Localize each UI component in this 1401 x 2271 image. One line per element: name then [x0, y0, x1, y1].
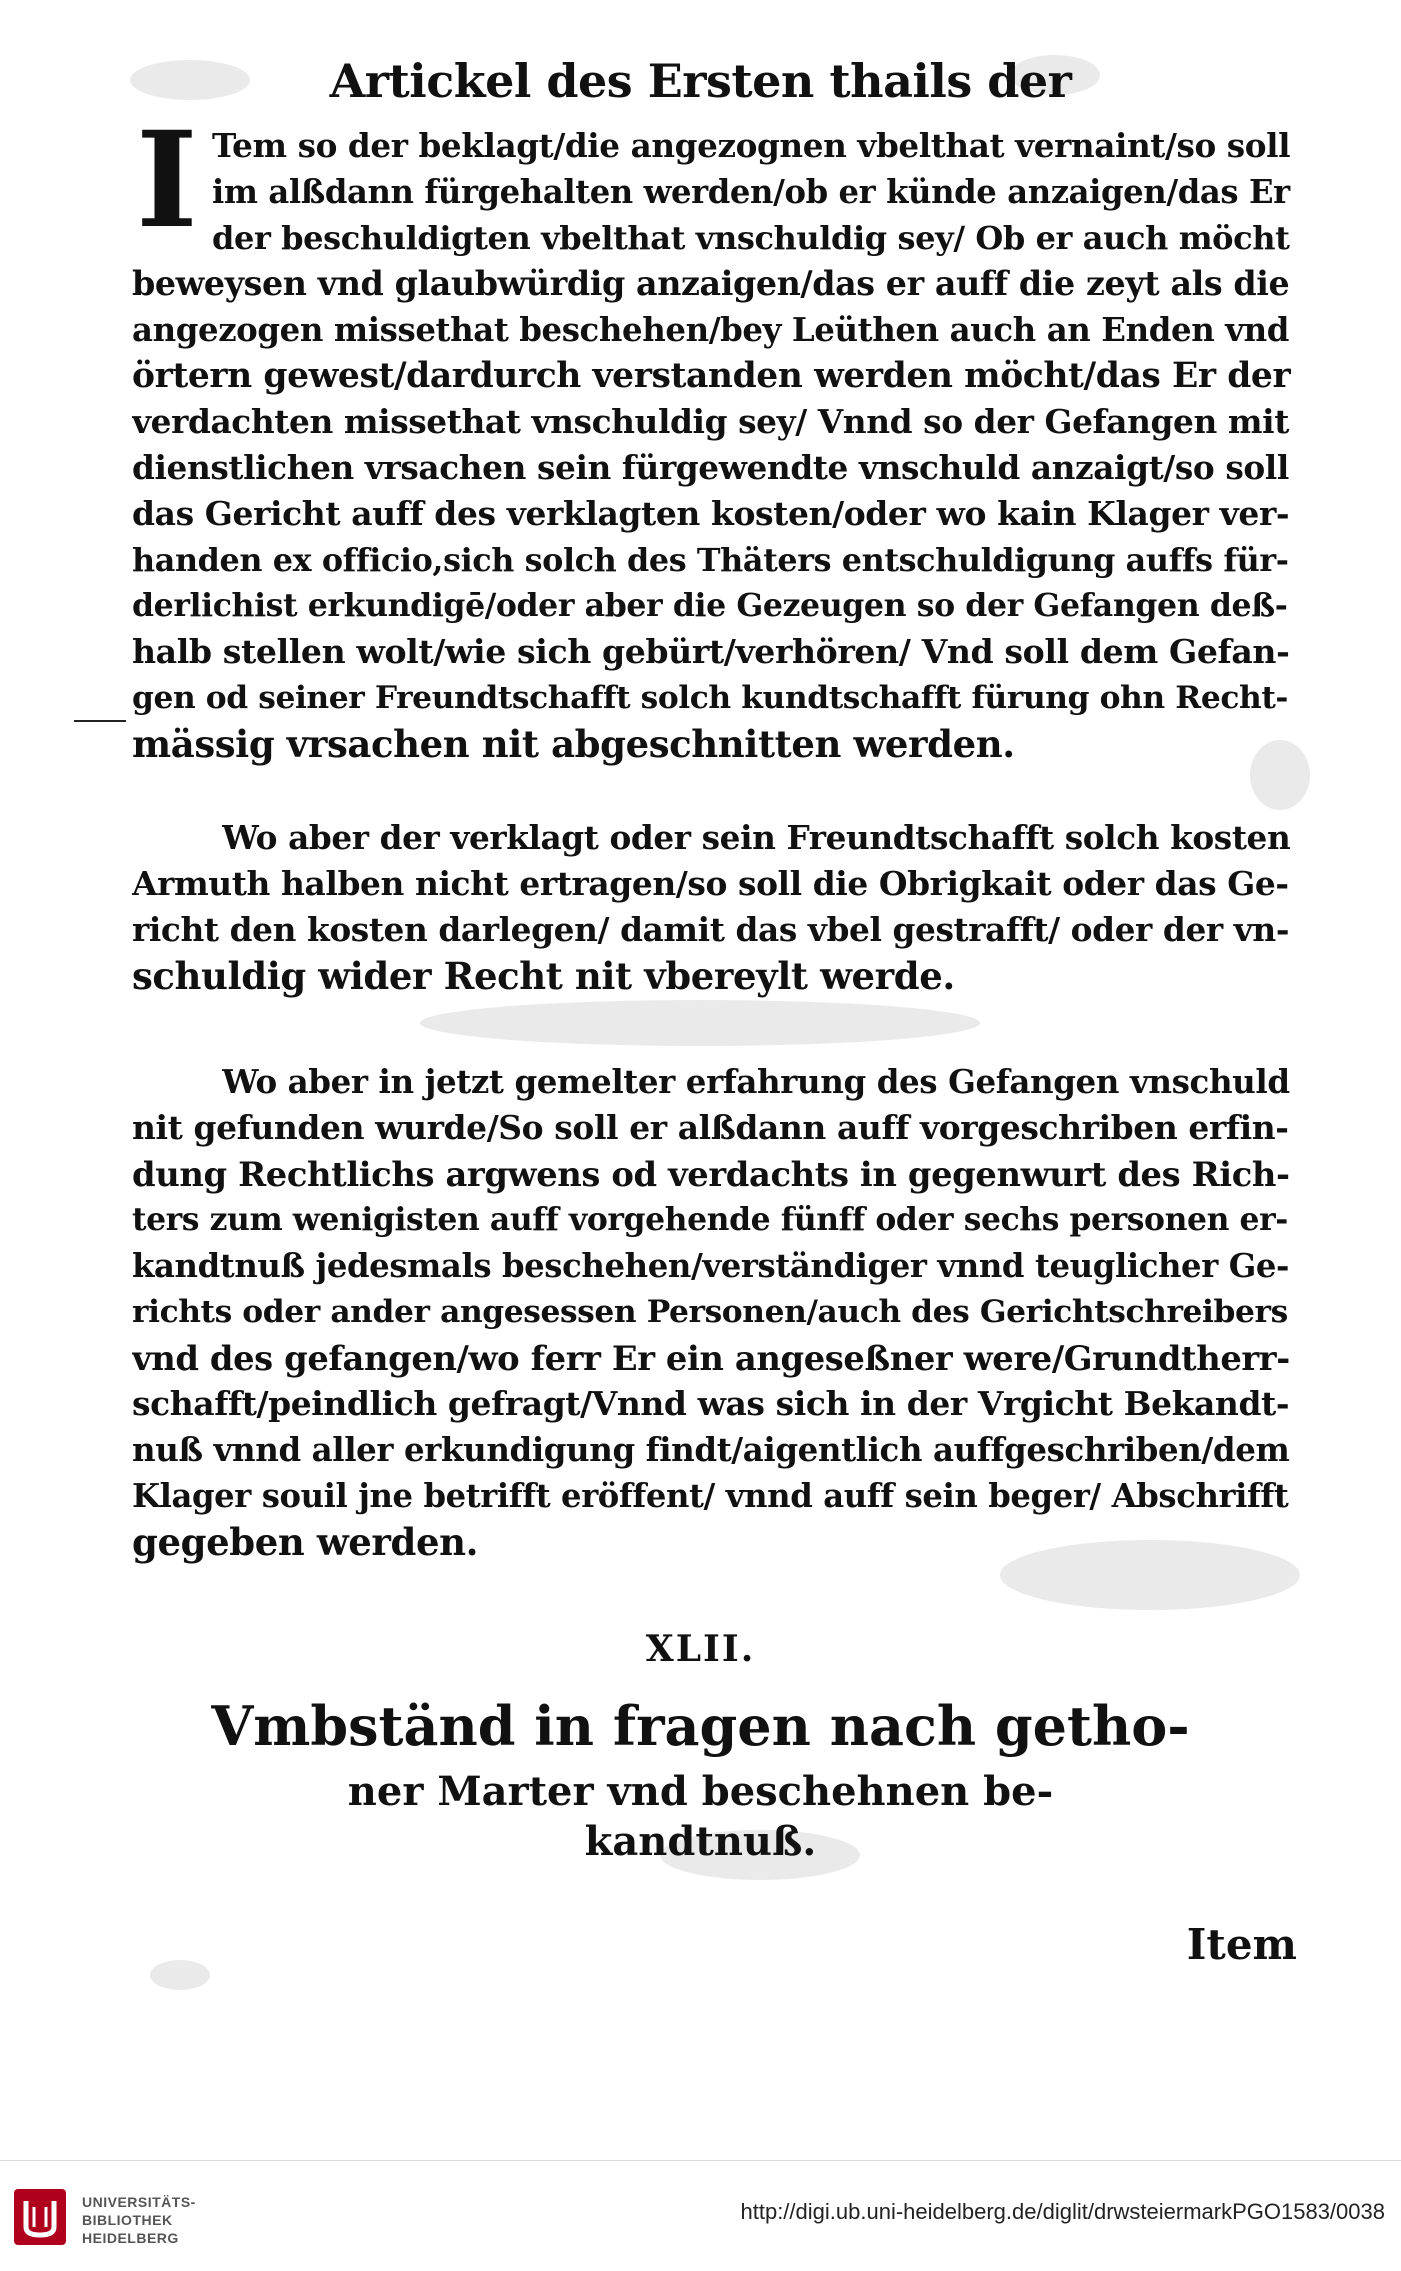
bleed-through-mark — [420, 1000, 980, 1046]
text-line: Armuth halben nicht ertragen/so soll die Obrigkait oder das Ge- — [132, 864, 1289, 903]
text-line: im alßdann fürgehalten werden/ob er künde anzaigen/das Er — [212, 173, 1290, 211]
initial-letter: I — [136, 103, 198, 258]
text-line: Wo aber der verklagt oder sein Freundtschafft solch kosten — [222, 818, 1291, 857]
chapter-number: XLII. — [645, 1628, 756, 1670]
text-line: nit gefunden wurde/So soll er alßdann auff vorgeschriben erfin- — [132, 1108, 1289, 1147]
text-line: Tem so der beklagt/die angezognen vbelthat vernaint/so soll — [212, 126, 1291, 165]
catchword: Item — [1186, 1920, 1297, 1969]
text-line: angezogen missethat beschehen/bey Leüthen auch an Enden vnd — [132, 311, 1290, 349]
text-line: das Gericht auff des verklagten kosten/oder wo kain Klager ver- — [132, 494, 1290, 533]
text-line: beweysen vnd glaubwürdig anzaigen/das er auff die zeyt als die — [132, 264, 1290, 303]
text-line: Wo aber in jetzt gemelter erfahrung des Gefangen vnschuld — [222, 1062, 1290, 1101]
text-line: kandtnuß jedesmals beschehen/verständiger vnnd teuglicher Ge- — [132, 1247, 1290, 1285]
permalink-url[interactable]: http://digi.ub.uni-heidelberg.de/diglit/drwsteiermarkPGO1583/0038 — [740, 2199, 1385, 2224]
text-line: halb stellen wolt/wie sich gebürt/verhören/ Vnd soll dem Gefan- — [132, 632, 1290, 671]
logo-text-line: UNIVERSITÄTS- — [82, 2194, 196, 2210]
text-line: richts oder ander angesessen Personen/auch des Gerichtschreibers — [132, 1294, 1288, 1330]
logo-text-line: BIBLIOTHEK — [82, 2212, 173, 2228]
text-line: schafft/peindlich gefragt/Vnnd was sich in der Vrgicht Bekandt- — [132, 1384, 1290, 1423]
running-head: Artickel des Ersten thails der — [329, 54, 1072, 108]
university-logo-icon — [12, 2187, 68, 2247]
footer-bar — [0, 2160, 1401, 2271]
bleed-through-mark — [150, 1960, 210, 1990]
text-line: schuldig wider Recht nit vbereylt werde. — [132, 954, 955, 998]
chapter-heading-line: kandtnuß. — [584, 1818, 817, 1865]
text-line: gen od seiner Freundtschafft solch kundtschafft fürung ohn Recht- — [132, 680, 1288, 716]
text-line: gegeben werden. — [132, 1520, 479, 1564]
margin-stroke — [74, 720, 126, 722]
text-line: der beschuldigten vbelthat vnschuldig sey/ Ob er auch möcht — [212, 219, 1290, 257]
text-line: dung Rechtlichs argwens od verdachts in gegenwurt des Rich- — [132, 1154, 1290, 1194]
chapter-heading-line: Vmbständ in fragen nach getho- — [211, 1694, 1190, 1758]
text-line: Klager souil jne betrifft eröffent/ vnnd auff sein beger/ Abschrifft — [132, 1477, 1289, 1515]
text-line: nuß vnnd aller erkundigung findt/aigentlich auffgeschriben/dem — [132, 1431, 1290, 1469]
text-line: ters zum wenigisten auff vorgehende fünff oder sechs personen er- — [132, 1202, 1288, 1238]
text-line: richt den kosten darlegen/ damit das vbel gestrafft/ oder der vn- — [132, 910, 1290, 949]
text-line: verdachten missethat vnschuldig sey/ Vnnd so der Gefangen mit — [132, 402, 1289, 441]
text-line: vnd des gefangen/wo ferr Er ein angeseßner were/Grundtherr- — [132, 1338, 1290, 1378]
text-line: handen ex officio,sich solch des Thäters entschuldigung auffs für- — [132, 541, 1289, 579]
logo-text-line: HEIDELBERG — [82, 2230, 179, 2246]
chapter-heading-line: ner Marter vnd beschehnen be- — [347, 1768, 1054, 1815]
text-line: derlichist erkundigē/oder aber die Gezeugen so der Gefangen deß- — [132, 587, 1288, 624]
text-line: dienstlichen vrsachen sein fürgewendte vnschuld anzaigt/so soll — [132, 448, 1289, 487]
text-line: örtern gewest/dardurch verstanden werden möcht/das Er der — [132, 356, 1291, 396]
text-line: mässig vrsachen nit abgeschnitten werden. — [132, 722, 1015, 766]
